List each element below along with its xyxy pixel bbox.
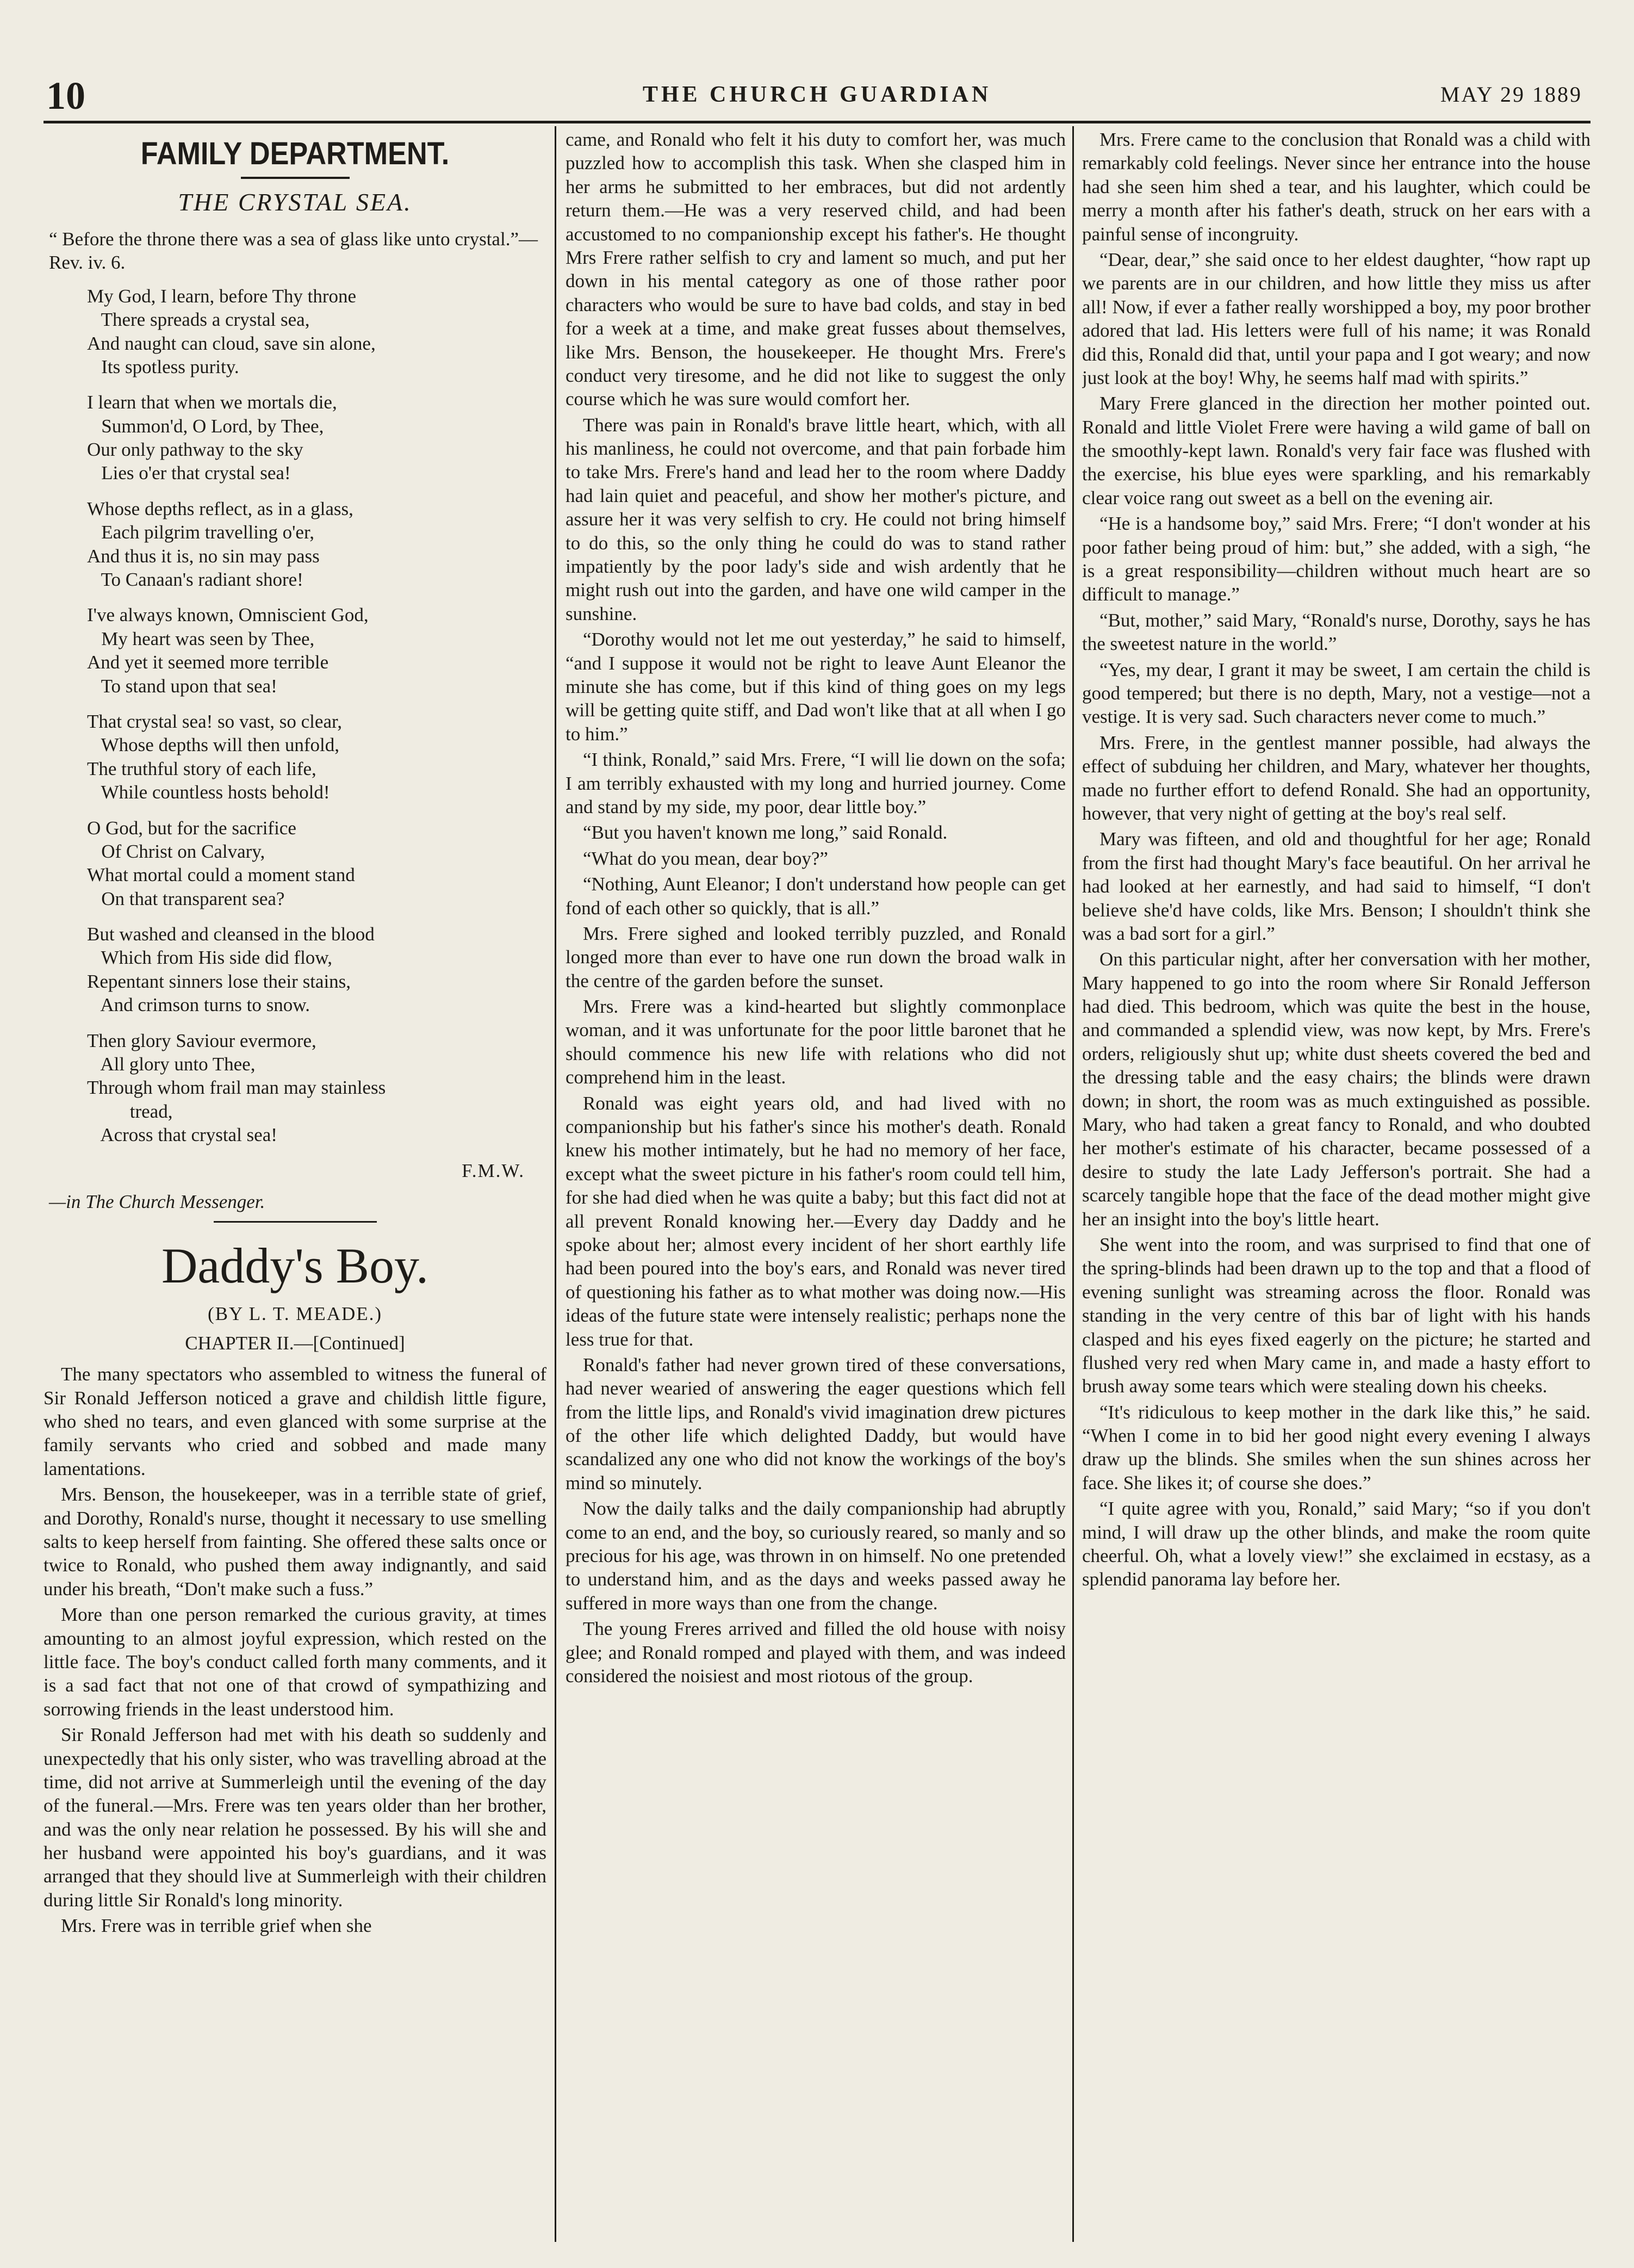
story-paragraph: The young Freres arrived and filled the old house with noisy glee; and Ronald romped and played with them, and was indeed considered the noisiest and most riotous of the group. [566, 1618, 1066, 1687]
poem-source: —in The Church Messenger. [49, 1191, 265, 1212]
poem-stanza [87, 710, 546, 804]
department-heading: FAMILY DEPARTMENT. [140, 136, 450, 171]
poem-stanza [87, 497, 546, 592]
column-3 [1082, 128, 1590, 2249]
stanza-text: O God, but for the sacrifice Of Christ on Calvary, What mortal could a moment stand On that transparent sea? [87, 817, 355, 909]
column-2 [566, 128, 1066, 2249]
chapter-heading: CHAPTER II.—[Continued] [185, 1332, 405, 1354]
story-paragraph: “Nothing, Aunt Eleanor; I don't understand how people can get fond of each other so quickly, that is all.” [566, 873, 1066, 919]
story-paragraph: The many spectators who assembled to witness the funeral of Sir Ronald Jefferson noticed a grave and childish little figure, who shed no tears, and even glanced with some surprise at the family servants who cried and sobbed and made many lamentations. [44, 1364, 546, 1479]
poem-signature: F.M.W. [462, 1160, 525, 1181]
poem-stanza [87, 1029, 546, 1147]
story-paragraph: “I think, Ronald,” said Mrs. Frere, “I will lie down on the sofa; I am terribly exhausted with my long and hurried journey. Come and stand by my side, my poor, dear little boy.” [566, 749, 1066, 817]
story-paragraph: More than one person remarked the curious gravity, at times amounting to an almost joyful expression, which rested on the little face. The boy's conduct called forth many comments, and it is a sad fact that not one of that crowd of sympathizing and sorrowing friends in the least understood him. [44, 1604, 546, 1720]
story-paragraph: “Dear, dear,” she said once to her eldest daughter, “how rapt up we parents are in our children, and how little they miss us after all! Now, if ever a father really worshipped a boy, my poor brother adored that lad. His letters were full of his name; it was Ronald did this, Ronald did that, until your papa and I got weary; and now just look at the boy! Why, he seems half mad with spirits.” [1082, 249, 1590, 388]
story-paragraph: “It's ridiculous to keep mother in the dark like this,” he said. “When I come in to bid her good night every evening I always draw up the blinds. She smiles when the sun shines across her face. She likes it; of course she does.” [1082, 1401, 1590, 1494]
heading-rule [241, 177, 350, 179]
story-paragraph: “But you haven't known me long,” said Ronald. [583, 822, 948, 844]
poem-stanza [87, 284, 546, 379]
stanza-text: Whose depths reflect, as in a glass, Each pilgrim travelling o'er, And thus it is, no sin may pass To Canaan's radiant shore! [87, 498, 353, 591]
story-paragraph: “Dorothy would not let me out yesterday,” he said to himself, “and I suppose it would not be right to leave Aunt Eleanor the minute she has come, but if this kind of thing goes on my legs will be getting quite stiff, and Dad won't like that at all when I go to him.” [566, 629, 1066, 745]
story-paragraph: Mrs. Frere came to the conclusion that Ronald was a child with remarkably cold feelings. Never since her entrance into the house had she seen him shed a tear, and his laughter, which could be merry a month after his father's death, struck on her ears with a painful sense of incongruity. [1082, 129, 1590, 245]
story-paragraph: “I quite agree with you, Ronald,” said Mary; “so if you don't mind, I will draw up the other blinds, and make the room quite cheerful. Oh, what a lovely view!” she exclaimed in ecstasy, as a splendid panorama lay before her. [1082, 1498, 1590, 1590]
section-rule [214, 1221, 377, 1223]
story-byline: (BY L. T. MEADE.) [207, 1303, 383, 1325]
journal-title: THE CHURCH GUARDIAN [642, 82, 992, 107]
story-paragraph: Sir Ronald Jefferson had met with his death so suddenly and unexpectedly that his only sister, who was travelling abroad at the time, did not arrive at Summerleigh until the evening of the day of the funeral.—Mrs. Frere was ten years older than her brother, and was the only near relation he possessed. By his will she and her husband were appointed his boy's guardians, and it was arranged that they should live at Summerleigh with their children during little Sir Ronald's long minority. [44, 1724, 546, 1911]
story-paragraph: “Yes, my dear, I grant it may be sweet, I am certain the child is good tempered; but there is no depth, Mary, not a vestige—not a vestige. It is very sad. Such characters never come to much.” [1082, 659, 1590, 728]
story-paragraph: Mary Frere glanced in the direction her mother pointed out. Ronald and little Violet Frere were having a wild game of ball on the smoothly-kept lawn. Ronald's very fair face was flushed with the exercise, his blue eyes were sparkling, and his remarkably clear voice rang out sweet as a bell on the evening air. [1082, 393, 1590, 509]
stanza-text: I've always known, Omniscient God, My heart was seen by Thee, And yet it seemed more terrible To stand upon that sea! [87, 604, 369, 697]
stanza-text: Then glory Saviour evermore, All glory unto Thee, Through whom frail man may stainless tread, Across that crystal sea! [87, 1030, 386, 1146]
header-rule [44, 121, 1590, 123]
story-paragraph: Ronald's father had never grown tired of these conversations, had never wearied of answering the eager questions which fell from the little lips, and Ronald's vivid imagination drew pictures of the other life which delighted Daddy, but would have scandalized any one who did not know the workings of the boy's mind so minutely. [566, 1354, 1066, 1494]
story-paragraph: She went into the room, and was surprised to find that one of the spring-blinds had been drawn up to the top and that a flood of evening sunlight was streaming across the floor. Ronald was standing in the very centre of this bar of light with his hands clasped and his eyes fixed eagerly on the picture; he started and flushed very red when Mary came in, and made a hasty effort to brush away some tears which were stealing down his cheeks. [1082, 1234, 1590, 1397]
poem-stanza [87, 922, 546, 1017]
story-paragraph: Mary was fifteen, and old and thoughtful for her age; Ronald from the first had thought Mary's face beautiful. On her arrival he had looked at her earnestly, and had said to himself, “I don't believe she'd have colds, like Mrs. Benson; I shouldn't think she was a bad sort for a girl.” [1082, 828, 1590, 944]
page-number: 10 [46, 74, 85, 117]
story-paragraph: Mrs. Frere, in the gentlest manner possible, had always the effect of subduing her children, and Mary, whatever her thoughts, made no further effort to defend Ronald. She had an opportunity, however, that very night of getting at the boy's real self. [1082, 732, 1590, 824]
stanza-text: I learn that when we mortals die, Summon'd, O Lord, by Thee, Our only pathway to the sky Lies o'er that crystal sea! [87, 392, 337, 484]
stanza-text: But washed and cleansed in the blood Which from His side did flow, Repentant sinners lose their stains, And crimson turns to snow. [87, 924, 375, 1016]
story-paragraph: “He is a handsome boy,” said Mrs. Frere; “I don't wonder at his poor father being proud of him: but,” she added, with a sigh, “he is a great responsibility—children without much heart are so difficult to manage.” [1082, 513, 1590, 605]
story-paragraph: “What do you mean, dear boy?” [583, 847, 828, 869]
stanza-text: That crystal sea! so vast, so clear, Whose depths will then unfold, The truthful story of each life, While countless hosts behold! [87, 710, 342, 803]
story-paragraph: There was pain in Ronald's brave little heart, which, with all his manliness, he could not overcome, and that pain forbade him to take Mrs. Frere's hand and lead her to the room where Daddy had lain quiet and peaceful, and show her mother's picture, and assure her it was very selfish to cry. He could not bring himself to do this, so the only thing he could do was to stand rather impatiently by the poor lady's side and wish ardently that he might rush out into the garden, and have one wild camper in the sunshine. [566, 414, 1066, 624]
column-1 [44, 128, 546, 2249]
story-paragraph: “But, mother,” said Mary, “Ronald's nurse, Dorothy, says he has the sweetest nature in the world.” [1082, 609, 1590, 655]
column-divider [555, 126, 556, 2242]
story-paragraph: Mrs. Benson, the housekeeper, was in a terrible state of grief, and Dorothy, Ronald's nurse, thought it necessary to use smelling salts to keep herself from fainting. She offered these salts once or twice to Ronald, who pushed them away indignantly, and said under his breath, “Don't make such a fuss.” [44, 1484, 546, 1600]
story-paragraph: Now the daily talks and the daily companionship had abruptly come to an end, and the boy, so curiously reared, so manly and so precious for his age, was thrown in on himself. No one pretended to understand him, and as the days and weeks passed away he suffered in more ways than one from the change. [566, 1498, 1066, 1614]
issue-date: MAY 29 1889 [1440, 82, 1582, 107]
column-divider [1072, 126, 1074, 2242]
poem-stanza [87, 391, 546, 485]
story-paragraph: Mrs. Frere was in terrible grief when she [61, 1915, 372, 1937]
poem-title: THE CRYSTAL SEA. [178, 188, 412, 216]
story-paragraph: Mrs. Frere was a kind-hearted but slightly commonplace woman, and it was unfortunate for the poor little baronet that he should commence his new life with relations who did not comprehend him in the least. [566, 996, 1066, 1088]
page-header [0, 0, 1634, 125]
story-paragraph: On this particular night, after her conversation with her mother, Mary happened to go into the room where Sir Ronald Jefferson had died. This bedroom, which was quite the best in the house, and commanded a splendid view, was now kept, by Mrs. Frere's orders, religiously shut up; white dust sheets covered the bed and the dressing table and the easy chairs; the blinds were drawn down; in short, the room was as much extinguished as possible. Mary, who had taken a great fancy to Ronald, and who doubted her mother's estimate of his character, became possessed of a desire to study the late Lady Jefferson's portrait. She had a scarcely tangible hope that the face of the dead mother might give her an insight into the boy's little heart. [1082, 949, 1590, 1230]
story-paragraph: Ronald was eight years old, and had lived with no companionship but his father's since his mother's death. Ronald knew his mother intimately, but he had no memory of her face, except what the sweet picture in his father's room could tell him, for she had died when he was quite a baby; but this fact did not at all prevent Ronald knowing her.—Every day Daddy and he spoke about her; almost every incident of her short earthly life had been poured into the boy's ears, and Ronald was never tired of questioning his father as to what mother was doing now.—His ideas of the future state were intensely realistic; perhaps none the less true for that. [566, 1092, 1066, 1350]
story-paragraph: came, and Ronald who felt it his duty to comfort her, was much puzzled how to accomplish this task. When she clasped him in her arms he submitted to her embraces, but did not ardently return them.—He was a very reserved child, and had been accustomed to no companionship except his father's. He thought Mrs Frere rather selfish to cry and lament so much, and put her down in his mental category as one of those rather poor characters who would be sure to have bad colds, and stay in bed for a week at a time, and make great fusses about themselves, like Mrs. Benson, the housekeeper. He thought Mrs. Frere's conduct very tiresome, and he did not like to suggest the only course which he was sure would comfort her. [566, 129, 1066, 410]
poem-epigraph: “ Before the throne there was a sea of glass like unto crystal.”—Rev. iv. 6. [49, 228, 538, 274]
poem-stanza [87, 603, 546, 698]
stanza-text: My God, I learn, before Thy throne There spreads a crystal sea, And naught can cloud, save sin alone, Its spotless purity. [87, 285, 376, 377]
poem-stanza [87, 816, 546, 911]
story-paragraph: Mrs. Frere sighed and looked terribly puzzled, and Ronald longed more than ever to have one run down the broad walk in the centre of the garden before the sunset. [566, 922, 1066, 992]
story-title: Daddy's Boy. [161, 1238, 429, 1294]
